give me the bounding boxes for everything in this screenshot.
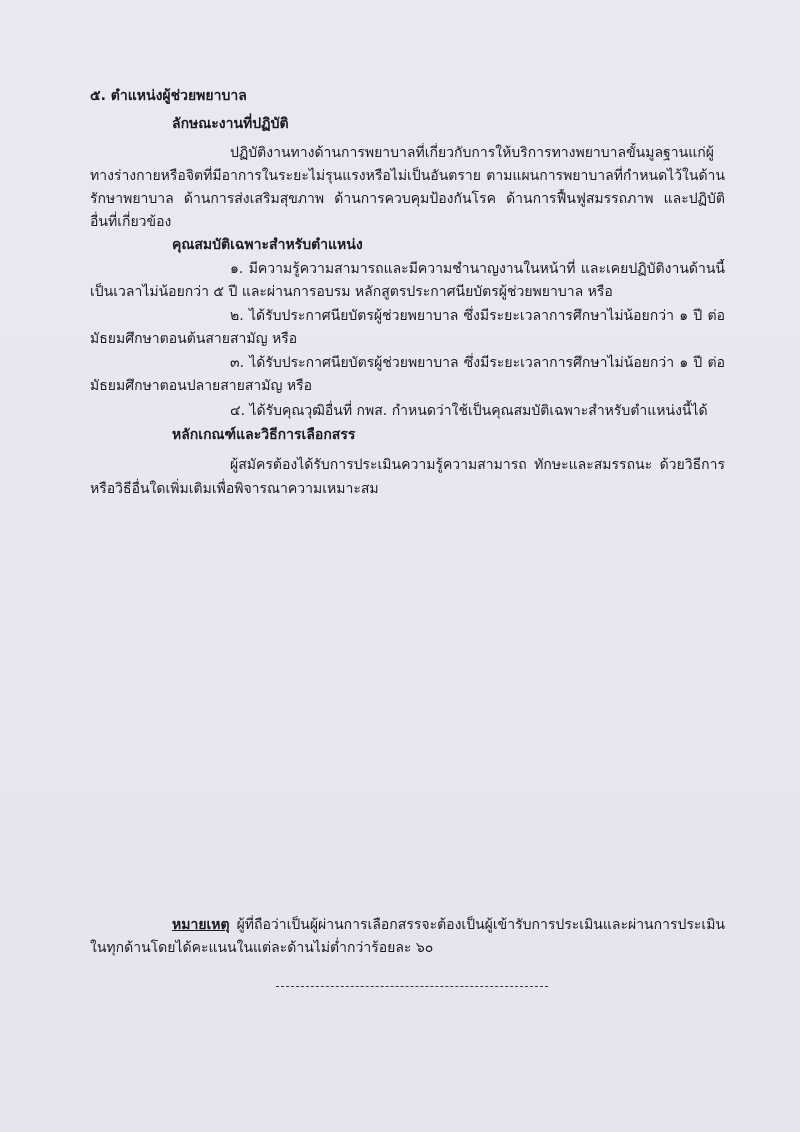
selection-line: หรือวิธีอื่นใดเพิ่มเติมเพื่อพิจารณาความเหมาะสม [90,481,379,497]
duties-line: อื่นที่เกี่ยวข้อง [90,214,172,230]
duties-line: ทางร่างกายหรือจิตที่มีอาการในระยะไม่รุนแรงหรือไม่เป็นอันตราย ตามแผนการพยาบาลที่กำหนดไว้ในด้าน [90,168,725,184]
qualification-item-cont: เป็นเวลาไม่น้อยกว่า ๕ ปี และผ่านการอบรม หลักสูตรประกาศนียบัตรผู้ช่วยพยาบาล หรือ [90,284,613,300]
duties-line: รักษาพยาบาล ด้านการส่งเสริมสุขภาพ ด้านการควบคุมป้องกันโรค ด้านการฟื้นฟูสมรรถภาพ และปฏิบัติ [90,191,725,207]
section-title: ๕. ตำแหน่งผู้ช่วยพยาบาล [90,88,247,104]
selection-heading: หลักเกณฑ์และวิธีการเลือกสรร [172,427,356,443]
note-line [172,915,725,935]
duties-heading: ลักษณะงานที่ปฏิบัติ [172,116,289,132]
selection-line: ผู้สมัครต้องได้รับการประเมินความรู้ความสามารถ ทักษะและสมรรถนะ ด้วยวิธีการ [230,457,725,473]
qualifications-heading: คุณสมบัติเฉพาะสำหรับตำแหน่ง [172,237,363,253]
qualification-item-cont: มัธยมศึกษาตอนต้นสายสามัญ หรือ [90,331,298,347]
qualification-item: ๔. ได้รับคุณวุฒิอื่นที่ กพส. กำหนดว่าใช้เป็นคุณสมบัติเฉพาะสำหรับตำแหน่งนี้ได้ [230,403,708,419]
note-text: ผู้ที่ถือว่าเป็นผู้ผ่านการเลือกสรรจะต้องเป็นผู้เข้ารับการประเมินและผ่านการประเมิน [236,917,725,933]
qualification-item-cont: มัธยมศึกษาตอนปลายสายสามัญ หรือ [90,378,313,394]
note-line-2: ในทุกด้านโดยได้คะแนนในแต่ละด้านไม่ต่ำกว่าร้อยละ ๖๐ [90,940,434,956]
duties-line: ปฏิบัติงานทางด้านการพยาบาลที่เกี่ยวกับการให้บริการทางพยาบาลขั้นมูลฐานแก่ผู้ [230,145,714,161]
note-label: หมายเหตุ [172,917,230,933]
qualification-item: ๓. ได้รับประกาศนียบัตรผู้ช่วยพยาบาล ซึ่งมีระยะเวลาการศึกษาไม่น้อยกว่า ๑ ปี ต่อ [230,355,725,371]
end-divider [276,986,548,987]
qualification-item: ๑. มีความรู้ความสามารถและมีความชำนาญงานในหน้าที่ และเคยปฏิบัติงานด้านนี้ [230,261,725,277]
qualification-item: ๒. ได้รับประกาศนียบัตรผู้ช่วยพยาบาล ซึ่งมีระยะเวลาการศึกษาไม่น้อยกว่า ๑ ปี ต่อ [230,308,725,324]
